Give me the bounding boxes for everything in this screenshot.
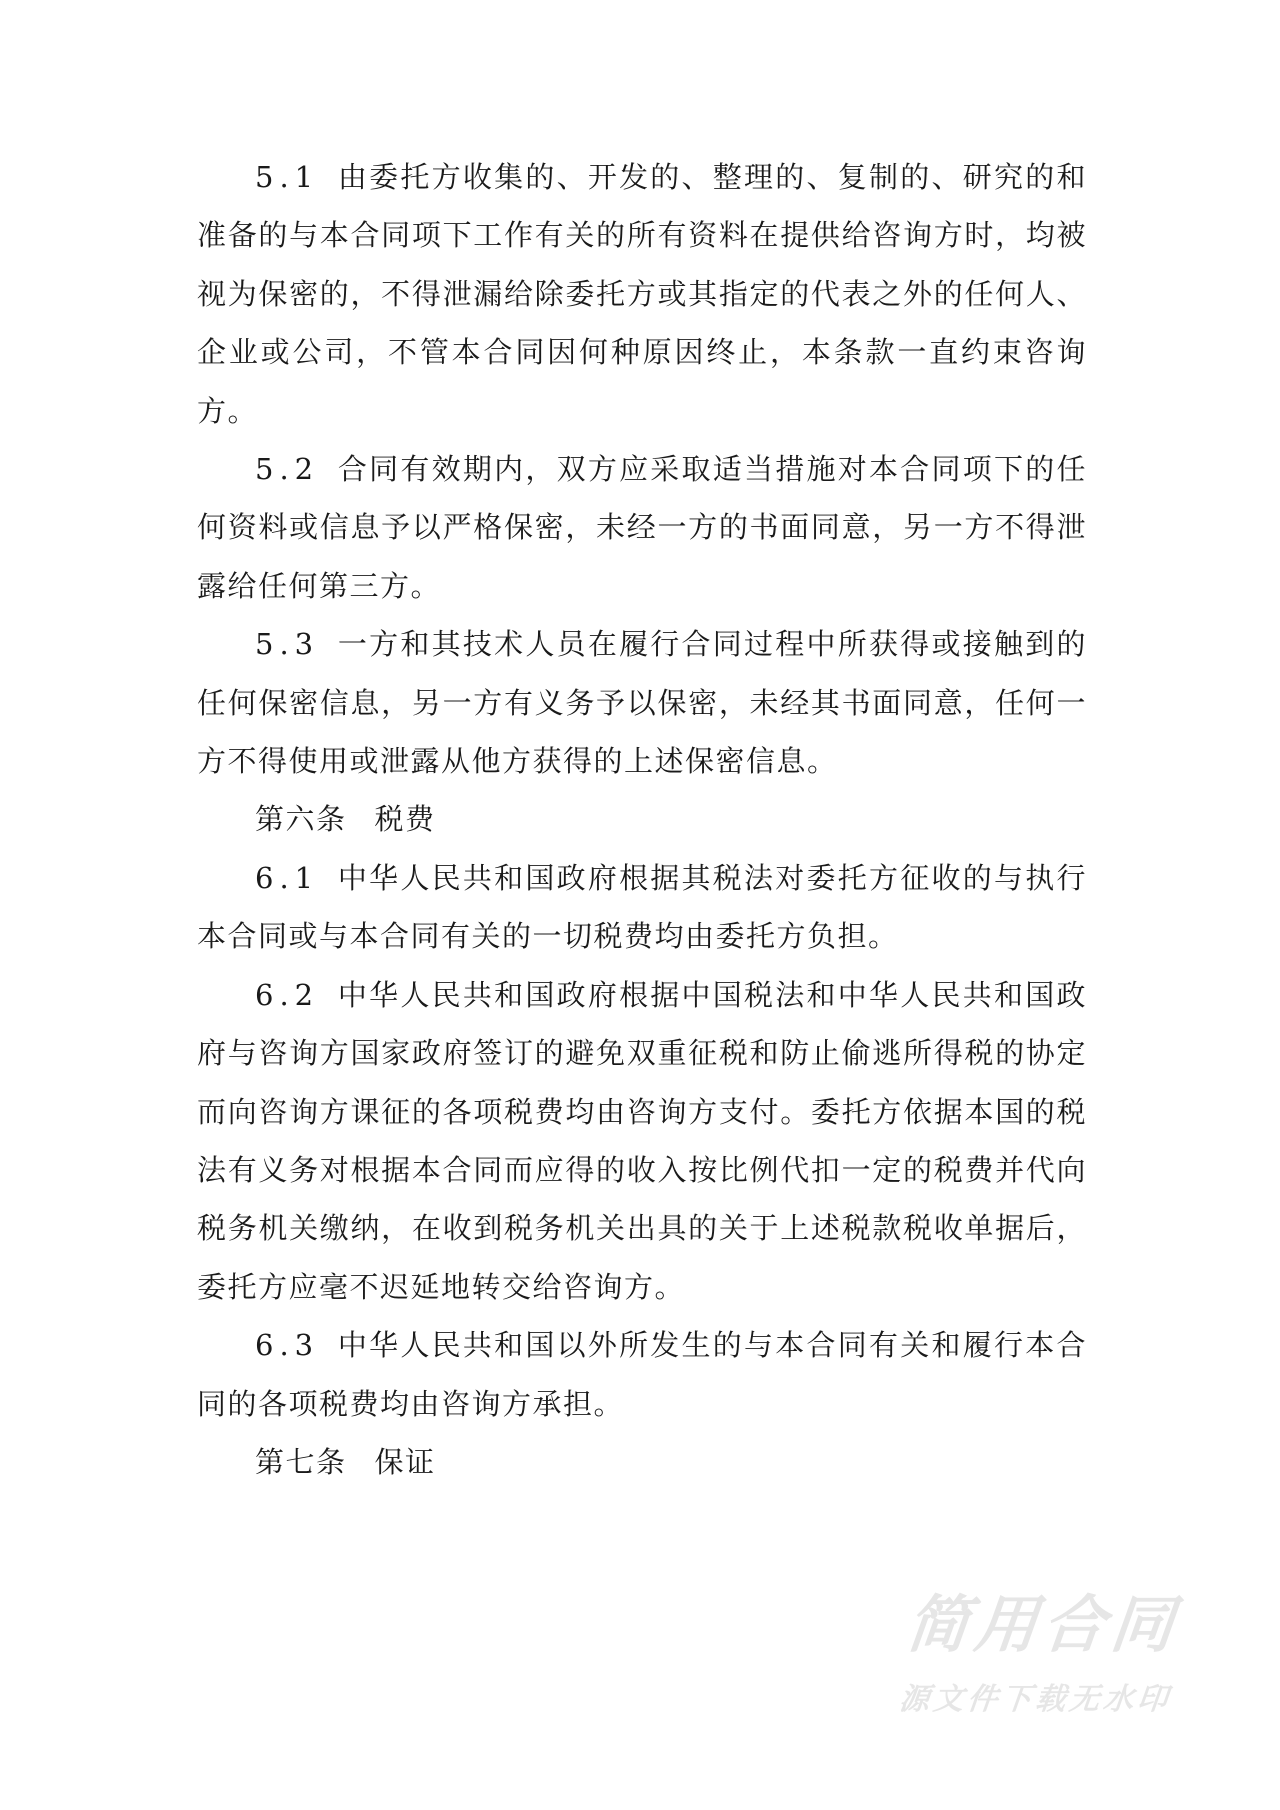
document-body <box>197 148 1087 1491</box>
clause-5-1 <box>197 148 1087 440</box>
clause-number: 5.2 <box>255 452 320 487</box>
clause-number: 5.1 <box>255 160 320 194</box>
clause-text: 中华人民共和国政府根据其税法对委托方征收的与执行本合同或与本合同有关的一切税费均由委托方负担。 <box>197 860 1087 954</box>
clause-6-3 <box>197 1316 1087 1433</box>
clause-6-2 <box>197 966 1087 1316</box>
clause-number: 5.3 <box>255 627 320 662</box>
clause-6-1 <box>197 849 1087 966</box>
clause-text: 合同有效期内，双方应采取适当措施对本合同项下的任何资料或信息予以严格保密，未经一方的书面同意，另一方不得泄露给任何第三方。 <box>197 452 1087 603</box>
clause-text: 一方和其技术人员在履行合同过程中所获得或接触到的任何保密信息，另一方有义务予以保密，未经其书面同意，任何一方不得使用或泄露从他方获得的上述保密信息。 <box>197 627 1087 779</box>
clause-text: 中华人民共和国以外所发生的与本合同有关和履行本合同的各项税费均由咨询方承担。 <box>197 1328 1087 1421</box>
clause-number: 6.1 <box>255 860 320 895</box>
clause-number: 6.2 <box>255 977 320 1012</box>
clause-5-2 <box>197 440 1087 615</box>
watermark-subtitle: 源文件下载无水印 <box>897 1682 1174 1717</box>
clause-5-3 <box>197 615 1087 790</box>
clause-number: 6.3 <box>255 1328 320 1363</box>
watermark <box>873 1585 1208 1725</box>
article-title: 税费 <box>374 802 436 837</box>
article-title: 保证 <box>374 1444 436 1479</box>
article-number: 第七条 <box>255 1444 347 1479</box>
clause-text: 由委托方收集的、开发的、整理的、复制的、研究的和准备的与本合同项下工作有关的所有资料在提供给咨询方时，均被视为保密的，不得泄漏给除委托方或其指定的代表之外的任何人、企业或公司，不管本合同因何种原因终止，本条款一直约束咨询方。 <box>197 160 1087 428</box>
article-6-heading <box>197 790 1087 848</box>
article-number: 第六条 <box>255 802 347 837</box>
watermark-title: 简用合同 <box>903 1588 1184 1661</box>
article-7-heading <box>197 1433 1087 1491</box>
clause-text: 中华人民共和国政府根据中国税法和中华人民共和国政府与咨询方国家政府签订的避免双重征税和防止偷逃所得税的协定而向咨询方课征的各项税费均由咨询方支付。委托方依据本国的税法有义务对根据本合同而应得的收入按比例代扣一定的税费并代向税务机关缴纳，在收到税务机关出具的关于上述税款税收单据后，委托方应毫不迟延地转交给咨询方。 <box>197 977 1087 1304</box>
